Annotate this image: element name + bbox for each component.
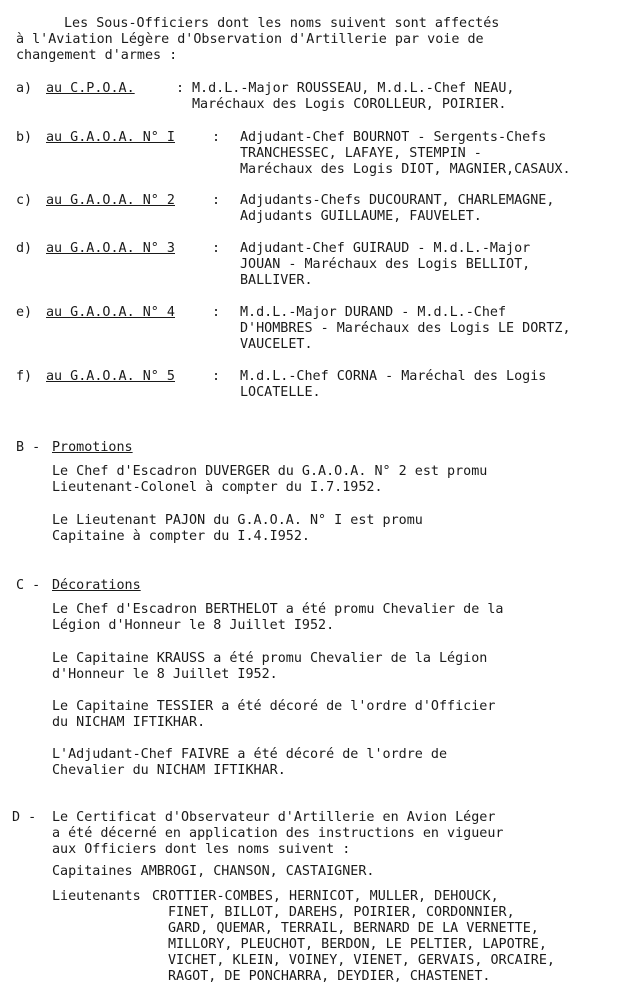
item-e-line-1: M.d.L.-Major DURAND - M.d.L.-Chef (240, 305, 507, 320)
certificate-intro-line-1: Le Certificat d'Observateur d'Artillerie en Avion Léger (52, 810, 496, 825)
item-c-letter: c) (16, 193, 33, 208)
decoration-2-line-2: d'Honneur le 8 Juillet I952. (52, 667, 278, 682)
item-e-sep: : (212, 305, 221, 320)
lieutenants-label: Lieutenants (52, 889, 141, 904)
item-b-line-2: TRANCHESSEC, LAFAYE, STEMPIN - (240, 146, 482, 161)
intro-line-1: Les Sous-Officiers dont les noms suivent sont affectés (64, 16, 500, 31)
item-a-line-1: M.d.L.-Major ROUSSEAU, M.d.L.-Chef NEAU, (192, 81, 515, 96)
item-c-sep: : (212, 193, 221, 208)
item-d-unit: au G.A.O.A. N° 3 (46, 241, 175, 256)
item-d-line-2: JOUAN - Maréchaux des Logis BELLIOT, (240, 257, 531, 272)
item-a-unit: au C.P.O.A. (46, 81, 135, 96)
certificate-intro-line-2: a été décerné en application des instructions en vigueur (52, 826, 504, 841)
item-b-line-3: Maréchaux des Logis DIOT, MAGNIER,CASAUX. (240, 162, 571, 177)
item-a-letter: a) (16, 81, 33, 96)
certificate-intro-line-3: aux Officiers dont les noms suivent : (52, 842, 351, 857)
item-e-letter: e) (16, 305, 33, 320)
decoration-1-line-2: Légion d'Honneur le 8 Juillet I952. (52, 618, 335, 633)
item-a-sep: : (176, 81, 185, 96)
item-f-line-1: M.d.L.-Chef CORNA - Maréchal des Logis (240, 369, 547, 384)
item-b-unit: au G.A.O.A. N° I (46, 130, 175, 145)
decoration-1-line-1: Le Chef d'Escadron BERTHELOT a été promu Chevalier de la (52, 602, 504, 617)
decoration-3-line-1: Le Capitaine TESSIER a été décoré de l'ordre d'Officier (52, 699, 496, 714)
item-b-letter: b) (16, 130, 33, 145)
promotion-2-line-1: Le Lieutenant PAJON du G.A.O.A. N° I est promu (52, 513, 423, 528)
item-c-line-2: Adjudants GUILLAUME, FAUVELET. (240, 209, 482, 224)
item-c-line-1: Adjudants-Chefs DUCOURANT, CHARLEMAGNE, (240, 193, 555, 208)
item-d-line-1: Adjudant-Chef GUIRAUD - M.d.L.-Major (240, 241, 531, 256)
item-b-sep: : (212, 130, 221, 145)
decoration-4-line-2: Chevalier du NICHAM IFTIKHAR. (52, 763, 286, 778)
section-c-label: C - (16, 578, 41, 593)
intro-line-3: changement d'armes : (16, 48, 178, 63)
item-f-line-2: LOCATELLE. (240, 385, 321, 400)
item-c-unit: au G.A.O.A. N° 2 (46, 193, 175, 208)
section-b-label: B - (16, 440, 41, 455)
item-f-letter: f) (16, 369, 33, 384)
item-d-letter: d) (16, 241, 33, 256)
section-d-label: D - (12, 810, 37, 825)
promotion-1-line-2: Lieutenant-Colonel à compter du I.7.1952. (52, 480, 383, 495)
lieutenants-line-4: MILLORY, PLEUCHOT, BERDON, LE PELTIER, LAPOTRE, (168, 937, 547, 952)
section-c-title: Décorations (52, 578, 141, 593)
lieutenants-line-3: GARD, QUEMAR, TERRAIL, BERNARD DE LA VERNETTE, (168, 921, 539, 936)
lieutenants-line-5: VICHET, KLEIN, VOINEY, VIENET, GERVAIS, ORCAIRE, (168, 953, 555, 968)
lieutenants-line-6: RAGOT, DE PONCHARRA, DEYDIER, CHASTENET. (168, 969, 491, 984)
item-f-sep: : (212, 369, 221, 384)
item-e-unit: au G.A.O.A. N° 4 (46, 305, 175, 320)
item-e-line-3: VAUCELET. (240, 337, 313, 352)
item-a-line-2: Maréchaux des Logis COROLLEUR, POIRIER. (192, 97, 507, 112)
item-d-line-3: BALLIVER. (240, 273, 313, 288)
item-f-unit: au G.A.O.A. N° 5 (46, 369, 175, 384)
item-b-line-1: Adjudant-Chef BOURNOT - Sergents-Chefs (240, 130, 547, 145)
item-d-sep: : (212, 241, 221, 256)
lieutenants-line-2: FINET, BILLOT, DAREHS, POIRIER, CORDONNIER, (168, 905, 515, 920)
intro-line-2: à l'Aviation Légère d'Observation d'Artillerie par voie de (16, 32, 484, 47)
promotion-2-line-2: Capitaine à compter du I.4.I952. (52, 529, 310, 544)
decoration-3-line-2: du NICHAM IFTIKHAR. (52, 715, 206, 730)
captains-line: Capitaines AMBROGI, CHANSON, CASTAIGNER. (52, 864, 375, 879)
section-b-title: Promotions (52, 440, 133, 455)
decoration-2-line-1: Le Capitaine KRAUSS a été promu Chevalier de la Légion (52, 651, 488, 666)
promotion-1-line-1: Le Chef d'Escadron DUVERGER du G.A.O.A. N° 2 est promu (52, 464, 488, 479)
item-e-line-2: D'HOMBRES - Maréchaux des Logis LE DORTZ, (240, 321, 571, 336)
decoration-4-line-1: L'Adjudant-Chef FAIVRE a été décoré de l'ordre de (52, 747, 448, 762)
lieutenants-line-1: CROTTIER-COMBES, HERNICOT, MULLER, DEHOUCK, (152, 889, 499, 904)
